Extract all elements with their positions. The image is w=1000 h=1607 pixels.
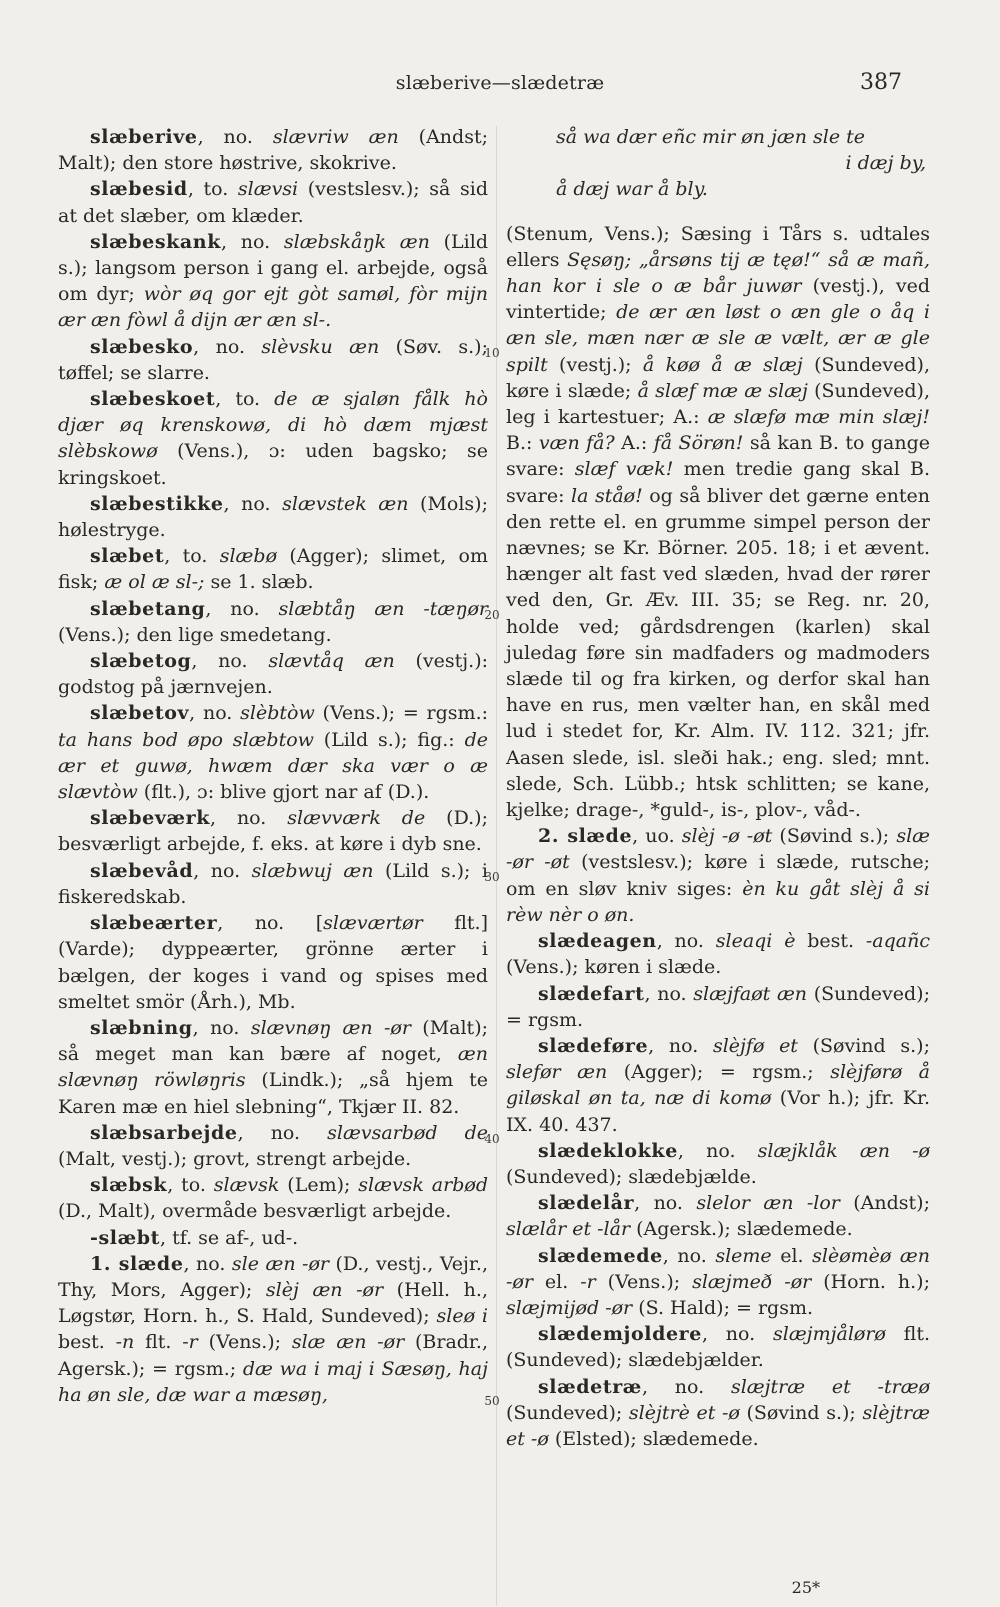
- dictionary-entry: [58, 700, 488, 805]
- entry-text: , to.: [187, 178, 238, 201]
- entry-text: , uo.: [632, 825, 682, 848]
- entry-text: (vestslesv.); så sid at det slæber, om klæder.: [58, 178, 488, 227]
- headword: slæberive: [90, 126, 198, 148]
- entry-text: (D.); besværligt arbejde, f. eks. at køre i dyb sne.: [58, 807, 488, 856]
- entry-text: , no.: [192, 1016, 251, 1039]
- entry-text: (Mols); hølestryge.: [58, 492, 488, 542]
- dialect-form: dæ wa i maj i Sæsøŋ, haj ha øn sle, dæ war a mæsøŋ,: [58, 1357, 488, 1406]
- entry-text: (Horn. h.);: [811, 1270, 930, 1293]
- page-number: 387: [860, 70, 902, 95]
- dialect-form: slævnøŋ æn -ør: [250, 1016, 411, 1039]
- entry-text: (Vor h.); jfr. Kr. IX. 40. 437.: [506, 1087, 930, 1136]
- dictionary-entry: [58, 858, 488, 910]
- line-number: 30: [484, 870, 500, 884]
- headword: slæbeskank: [90, 230, 221, 253]
- dialect-form: slèjtræ et -ø: [506, 1401, 930, 1450]
- entry-text: (Sundeved), leg i kartestuer; A.:: [506, 379, 930, 429]
- entry-text: (Søvind s.);: [772, 825, 897, 848]
- dialect-form: slæbtåŋ æn -tæŋør: [278, 597, 488, 620]
- entry-text: , no.: [237, 1121, 328, 1144]
- entry-text: (Andst);: [839, 1192, 931, 1215]
- line-number: 40: [484, 1132, 500, 1146]
- entry-text: (Sundeved);: [506, 1401, 629, 1424]
- headword: slædetræ: [538, 1375, 642, 1398]
- dictionary-entry: [506, 928, 930, 980]
- dialect-form: slèømèø æn -ør: [506, 1244, 930, 1293]
- running-head: slæberive—slædetræ: [395, 72, 605, 94]
- entry-text: , no.: [220, 230, 284, 253]
- dialect-form: slèjtrè et -ø: [628, 1401, 740, 1424]
- dialect-form: æ slæfø mæ min slæj!: [707, 406, 930, 429]
- dialect-form: slæf væk!: [574, 458, 674, 481]
- entry-text: , no.: [662, 1244, 716, 1267]
- headword: slæbetog: [90, 650, 192, 673]
- entry-text: men tredie gang skal B. svare:: [506, 458, 930, 507]
- dictionary-entry: [58, 386, 488, 491]
- entry-text: (Agger); = rgsm.;: [607, 1061, 831, 1084]
- dialect-form: slævsk: [213, 1174, 280, 1197]
- dictionary-entry: [58, 1225, 488, 1251]
- headword: slæbeærter: [90, 912, 218, 935]
- entry-text: (Malt); så meget man kan bære af noget,: [58, 1016, 489, 1066]
- dialect-form: de æ sjaløn fålk hò djær øq krenskowø, di hò dæm mjæst slèbskowø: [58, 388, 488, 463]
- entry-text: (Agger); slimet, om fisk;: [58, 545, 488, 594]
- entry-text: (Lindk.); „så hjem te Karen mæ en hiel slebning“, Tkjær II. 82.: [58, 1069, 488, 1118]
- entry-text: , to.: [164, 545, 220, 568]
- entry-text: (flt.), ɔ: blive gjort nar af (D.).: [137, 781, 430, 804]
- entry-text: B.:: [506, 432, 539, 455]
- dictionary-entry: [506, 1190, 930, 1242]
- dialect-form: slævværk de: [287, 807, 426, 830]
- line-number: 10: [484, 346, 500, 360]
- dialect-form: slævriw æn: [272, 126, 399, 148]
- dialect-form: de ær et guwø, hwæm dær ska vær o æ slævtòw: [58, 728, 488, 804]
- entry-text: , no.: [656, 930, 716, 953]
- dialect-form: wòr øq gor ejt gòt samøl, fòr mijn ær æn fòwl å dijn ær æn sl-.: [58, 283, 488, 332]
- entry-text: (vestj.);: [547, 353, 643, 376]
- dictionary-entry: [58, 596, 488, 648]
- dictionary-entry: [506, 1321, 930, 1373]
- headword: slæbesko: [90, 335, 194, 358]
- dialect-form: slævtåq æn: [268, 650, 395, 673]
- verse-line: så wa dær eñc mir øn jæn sle te: [556, 126, 866, 148]
- entry-text: (Sundeved); slædebjælde.: [506, 1165, 757, 1188]
- entry-text: , tf. se af-, ud-.: [160, 1226, 299, 1249]
- dialect-form: slèj -ø -øt: [681, 825, 773, 848]
- entry-text: , no.: [197, 126, 273, 148]
- entry-text: (Søv. s.); tøffel; se slarre.: [58, 335, 488, 384]
- dictionary-entry: [506, 1138, 930, 1190]
- dictionary-entry: [58, 334, 488, 386]
- entry-text: (Vens.); køren i slæde.: [506, 956, 722, 979]
- dialect-form: slæbø: [219, 545, 278, 568]
- signature-mark: 25*: [791, 1578, 820, 1597]
- verse-line: å dæj war å bly.: [556, 178, 708, 201]
- headword: slæbetov: [90, 702, 190, 725]
- entry-text: , to.: [215, 388, 275, 411]
- entry-text: , no.: [205, 597, 279, 620]
- headword: slædefart: [538, 982, 645, 1005]
- entry-text: (Vens.);: [595, 1270, 693, 1293]
- entry-text: , no.: [193, 335, 262, 358]
- entry-text: best.: [58, 1331, 116, 1354]
- entry-text: flt. (Sundeved); slædebjælder.: [506, 1323, 931, 1372]
- dialect-form: sle æn -ør: [231, 1252, 329, 1275]
- entry-text: (Malt, vestj.); grovt, strengt arbejde.: [58, 1147, 412, 1170]
- dialect-form: sleø i: [436, 1305, 488, 1328]
- dialect-form: slævstek æn: [282, 492, 409, 515]
- dictionary-entry: [506, 1033, 930, 1138]
- dialect-form: å køø å æ slæj: [642, 353, 803, 376]
- entry-text: , no.: [209, 807, 288, 830]
- entry-text: (Lild s.); langsom person i gang el. arbejde, også om dyr;: [58, 230, 488, 306]
- entry-text: (Hell. h., Løgstør, Horn. h., S. Hald, Sundeved);: [58, 1278, 488, 1328]
- entry-text: best.: [795, 930, 866, 953]
- headword: -slæbt: [90, 1226, 160, 1249]
- headword: slædeagen: [538, 930, 657, 953]
- dialect-form: la ståø!: [571, 484, 643, 507]
- headword: 2. slæde: [538, 825, 633, 848]
- entry-text: , no.: [634, 1192, 697, 1215]
- headword: 1. slæde: [90, 1252, 184, 1275]
- entry-text: (D., Malt), overmåde besværligt arbejde.: [58, 1200, 452, 1223]
- entry-text: og så bliver det gærne enten den rette el. en grumme simpel person der nævnes; se Kr. Börner. 205. 18; i et ævent. hænger alt fast ved slæden, hvad der rører ved den, Gr. Æv. III. 35; se Reg. nr. 20, holde ved; gårdsdrengen (karlen) skal juledag føre sin madfaders og madmoders slæde til og fra kirken, og derfor skal han have en rus, men vælter han, en skål med lud i stedet for, Kr. Alm. IV. 112. 321; jfr. Aasen slede, isl. sleði hak.; eng. sled; mnt. slede, Sch. Lübb.; htsk schlitten; se kane, kjelke; drage-, *guld-, is-, plov-, våd-.: [506, 484, 930, 822]
- entry-text: (Sundeved); = rgsm.: [506, 982, 930, 1031]
- line-number: 20: [484, 608, 500, 622]
- dialect-form: slævsk arbød: [358, 1174, 488, 1197]
- entry-text: (Sundeved), køre i slæde;: [506, 353, 930, 402]
- dialect-form: æn slævnøŋ röwløŋris: [58, 1043, 488, 1092]
- dialect-form: få Sörøn!: [653, 432, 744, 455]
- dictionary-entry: [58, 491, 488, 543]
- dictionary-entry: [58, 1015, 488, 1120]
- dialect-form: slæ -ør -øt: [506, 825, 930, 874]
- entry-text: (vestslesv.); køre i slæde, rutsche; om en sløv kniv siges:: [506, 851, 930, 900]
- dictionary-entry: [506, 981, 930, 1033]
- entry-text: (Elsted); slædemede.: [548, 1427, 759, 1450]
- entry-text: , no.: [644, 982, 694, 1005]
- dialect-form: èn ku gåt slèj å si rèw nèr o øn.: [506, 877, 930, 926]
- entry-text: (Vens.), ɔ: uden bagsko; se kringskoet.: [58, 440, 488, 489]
- dialect-form: slelor æn -lor: [696, 1192, 840, 1215]
- dialect-form: slæjklåk æn -ø: [757, 1139, 930, 1162]
- entry-text: (Lild s.); fig.:: [313, 728, 465, 751]
- entry-text: (Lild s.); i fiskeredskab.: [58, 859, 488, 908]
- entry-text: , no.: [191, 650, 269, 673]
- dialect-form: Sęsøŋ; „årsøns tij æ tęø!“ så æ mañ, han kor i sle o æ bår juwør: [506, 248, 930, 298]
- entry-text: , no.: [223, 492, 283, 515]
- entry-text: (Andst; Malt); den store høstrive, skokrive.: [58, 126, 488, 175]
- entry-text: (vestj.): godstog på jærnvejen.: [58, 650, 489, 699]
- dialect-form: ta hans bod øpo slæbtow: [58, 728, 314, 751]
- headword: slæbestikke: [90, 492, 224, 515]
- entry-text: , no.: [648, 1034, 713, 1057]
- entry-text: el.: [771, 1244, 813, 1267]
- dictionary-entry: [506, 221, 930, 824]
- dictionary-entry: [58, 543, 488, 595]
- verse-line: i dæj by,: [845, 152, 926, 175]
- dialect-form: slævsi: [237, 178, 299, 201]
- entry-text: , no.: [189, 702, 241, 725]
- dialect-form: slèjfø et: [712, 1034, 798, 1057]
- headword: slæbet: [90, 545, 165, 568]
- dictionary-entry: [58, 1172, 488, 1224]
- dictionary-entry: [506, 1243, 930, 1322]
- dialect-form: slæjtræ et -træø: [730, 1375, 930, 1398]
- entry-text: flt.: [134, 1331, 183, 1354]
- headword: slædeføre: [538, 1034, 649, 1057]
- entry-text: (D., vestj., Vejr., Thy, Mors, Agger);: [58, 1252, 489, 1301]
- headword: slædemjoldere: [538, 1323, 702, 1346]
- entry-text: , no. [: [217, 912, 324, 935]
- dialect-form: slæbskåŋk æn: [283, 230, 430, 253]
- headword: slæbesid: [90, 178, 188, 201]
- entry-text: (Vens.); den lige smedetang.: [58, 623, 332, 646]
- dictionary-entry: [58, 910, 488, 1015]
- dialect-form: slælår et -lår: [506, 1218, 631, 1241]
- dictionary-entry: [506, 823, 930, 928]
- headword: slæbevåd: [90, 859, 194, 882]
- dialect-form: slæjmjålørø: [773, 1323, 886, 1346]
- dialect-form: slæbwuj æn: [251, 859, 374, 882]
- entry-text: , no.: [641, 1375, 731, 1398]
- dictionary-entry: [58, 1251, 488, 1408]
- entry-text: , no.: [701, 1323, 773, 1346]
- headword: slædelår: [538, 1192, 635, 1215]
- dialect-form: slæ æn -ør: [291, 1331, 405, 1354]
- dialect-form: væn få?: [538, 432, 615, 455]
- dialect-form: slæjmeð -ør: [692, 1270, 812, 1293]
- entry-text: (Vens.); = rgsm.:: [314, 702, 489, 725]
- headword: slædemede: [538, 1244, 663, 1267]
- entry-text: så kan B. to gange svare:: [506, 432, 930, 481]
- entry-text: , no.: [193, 859, 252, 882]
- dialect-form: slèjførø å giløskal øn ta, næ di komø: [506, 1061, 931, 1110]
- dialect-form: slefør æn: [506, 1061, 608, 1084]
- dictionary-entry: [58, 1120, 488, 1172]
- dialect-form: -r: [580, 1270, 596, 1293]
- dictionary-entry: [58, 176, 488, 228]
- entry-text: , to.: [167, 1174, 214, 1197]
- right-column-entries: [506, 221, 930, 1453]
- entry-text: A.:: [614, 432, 654, 455]
- entry-text: (Stenum, Vens.); Sæsing i Tårs s. udtales ellers: [506, 222, 930, 271]
- entry-text: el.: [532, 1270, 581, 1293]
- entry-text: , no.: [183, 1252, 232, 1275]
- headword: slæbeværk: [90, 807, 210, 830]
- entry-text: , no.: [677, 1139, 758, 1162]
- dictionary-entry: [58, 229, 488, 334]
- entry-text: (Lem);: [279, 1174, 359, 1197]
- headword: slæbsk: [90, 1174, 168, 1197]
- dialect-form: slæværtør: [323, 912, 423, 935]
- dialect-form: sleme: [715, 1244, 772, 1267]
- dialect-form: slæjfaøt æn: [693, 982, 808, 1005]
- right-column: [506, 124, 930, 1452]
- left-column: [58, 124, 488, 1408]
- dialect-form: -n: [115, 1331, 135, 1354]
- dialect-form: slæjmijød -ør: [506, 1296, 633, 1319]
- headword: slædeklokke: [538, 1139, 678, 1162]
- entry-text: (S. Hald); = rgsm.: [632, 1296, 814, 1319]
- headword: slæbning: [90, 1016, 193, 1039]
- dialect-form: sleaqi è: [715, 930, 796, 953]
- entry-text: se 1. slæb.: [204, 571, 314, 594]
- dictionary-entry: [58, 805, 488, 857]
- headword: slæbsarbejde: [90, 1121, 238, 1144]
- line-number: 50: [484, 1394, 500, 1408]
- dialect-form: slèbtòw: [240, 702, 315, 725]
- dialect-form: de ær æn løst o æn gle o åq i æn sle, mæn nær æ sle æ vælt, ær æ gle spilt: [506, 301, 930, 376]
- entry-text: (Vens.);: [197, 1331, 292, 1354]
- dialect-form: -aqañc: [865, 930, 930, 953]
- dictionary-entry: [506, 1374, 930, 1453]
- entry-text: (Agersk.); slædemede.: [630, 1218, 853, 1241]
- dialect-form: æ ol æ sl-;: [104, 571, 205, 594]
- entry-text: (Søvind s.);: [739, 1401, 863, 1424]
- dialect-form: slèvsku æn: [261, 335, 380, 358]
- entry-text: (Søvind s.);: [797, 1034, 930, 1057]
- dialect-form: å slæf mæ æ slæj: [637, 379, 808, 402]
- headword: slæbetang: [90, 597, 206, 620]
- dictionary-entry: [58, 124, 488, 176]
- headword: slæbeskoet: [90, 388, 216, 411]
- dictionary-entry: [58, 648, 488, 700]
- entry-text: flt.] (Varde); dyppeærter, grönne ærter i bælgen, der koges i vand og spises med smeltet smör (Årh.), Mb.: [58, 912, 488, 1013]
- dialect-form: slèj æn -ør: [265, 1278, 384, 1301]
- entry-text: (vestj.), ved vintertide;: [506, 275, 930, 324]
- dialect-form: -r: [182, 1331, 198, 1354]
- entry-text: (Bradr., Agersk.); = rgsm.;: [58, 1331, 489, 1380]
- dialect-form: slævsarbød de: [327, 1121, 489, 1144]
